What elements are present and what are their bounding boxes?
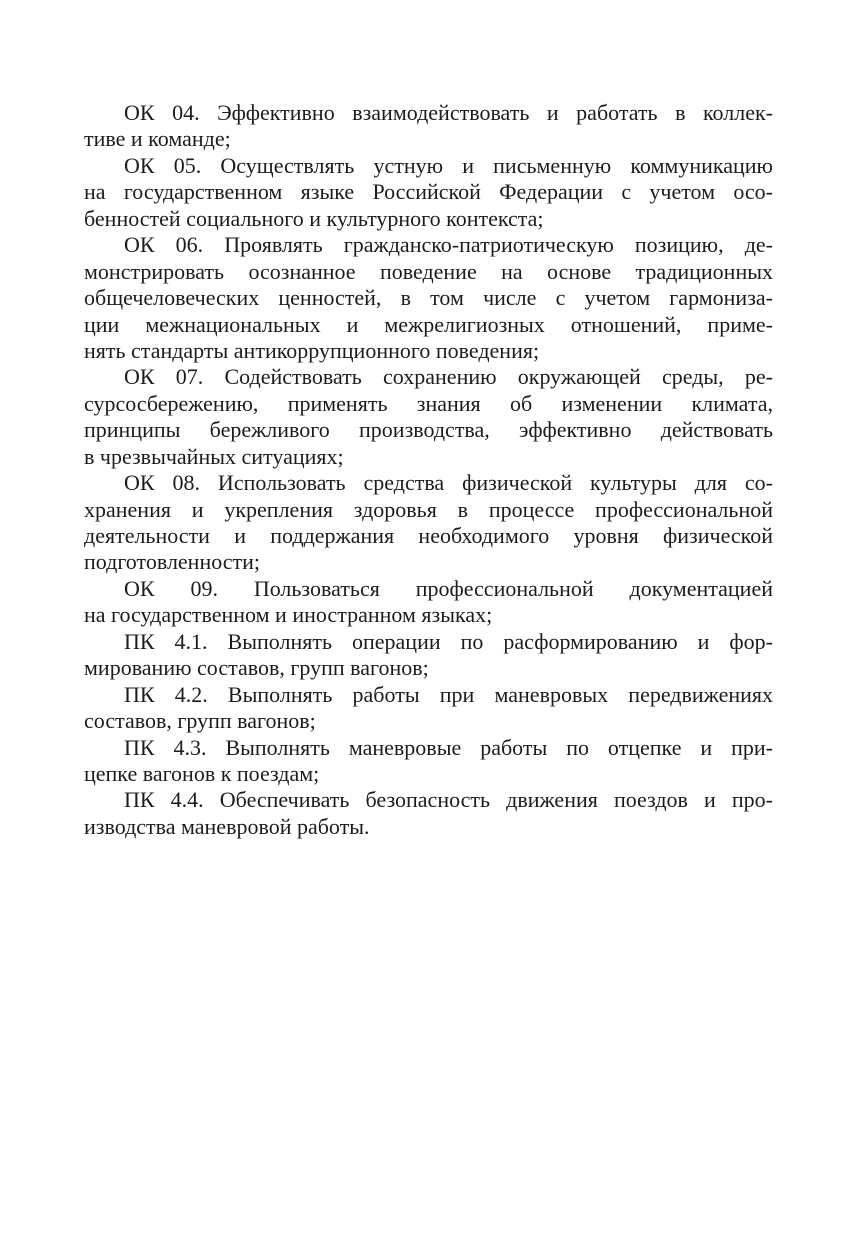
text-line: ОК 05. Осуществлять устную и письменную коммуникацию — [124, 152, 773, 178]
competency-paragraph — [84, 629, 773, 682]
text-line: ОК 07. Содействовать сохранению окружающей среды, ре- — [124, 364, 773, 390]
text-line: изводства маневровой работы. — [84, 813, 370, 839]
text-line: в чрезвычайных ситуациях; — [84, 443, 344, 469]
text-line: бенностей социального и культурного контекста; — [84, 205, 544, 231]
competency-paragraph — [84, 682, 773, 735]
text-line: на государственном языке Российской Федерации с учетом осо- — [84, 179, 773, 205]
competency-paragraph — [84, 735, 773, 788]
text-line: мированию составов, групп вагонов; — [84, 655, 429, 681]
competency-paragraph — [84, 787, 773, 840]
text-line: нять стандарты антикоррупционного поведения; — [84, 337, 540, 363]
text-line: деятельности и поддержания необходимого уровня физической — [84, 523, 773, 548]
text-line: цепке вагонов к поездам; — [84, 760, 320, 786]
text-line: подготовленности; — [84, 549, 261, 575]
text-line: сурсосбережению, применять знания об изменении климата, — [84, 390, 773, 416]
text-line: принципы бережливого производства, эффективно действовать — [84, 417, 773, 443]
text-line: на государственном и иностранном языках; — [84, 602, 493, 628]
text-line: ПК 4.3. Выполнять маневровые работы по отцепке и при- — [124, 734, 773, 760]
competency-paragraph — [84, 232, 773, 364]
text-line: монстрировать осознанное поведение на основе традиционных — [84, 258, 773, 284]
text-line: тиве и команде; — [84, 126, 231, 152]
text-line: ПК 4.4. Обеспечивать безопасность движения поездов и про- — [124, 787, 773, 813]
competency-paragraph — [84, 153, 773, 232]
text-line: ции межнациональных и межрелигиозных отношений, приме- — [84, 311, 773, 337]
text-line: ОК 09. Пользоваться профессиональной документацией — [124, 575, 773, 601]
text-line: общечеловеческих ценностей, в том числе с учетом гармониза- — [84, 285, 773, 311]
competency-paragraph — [84, 100, 773, 153]
text-line: ПК 4.1. Выполнять операции по расформированию и фор- — [124, 628, 773, 654]
document-page — [84, 100, 773, 840]
competency-paragraph — [84, 576, 773, 629]
text-line: ПК 4.2. Выполнять работы при маневровых передвижениях — [124, 681, 773, 707]
text-line: ОК 08. Использовать средства физической культуры для со- — [124, 470, 773, 496]
text-line: хранения и укрепления здоровья в процессе профессиональной — [84, 496, 773, 522]
text-line: составов, групп вагонов; — [84, 708, 316, 734]
competency-paragraph — [84, 470, 773, 576]
text-line: ОК 04. Эффективно взаимодействовать и работать в коллек- — [124, 100, 773, 125]
competency-paragraph — [84, 364, 773, 470]
text-line: ОК 06. Проявлять гражданско-патриотическую позицию, де- — [124, 232, 773, 258]
